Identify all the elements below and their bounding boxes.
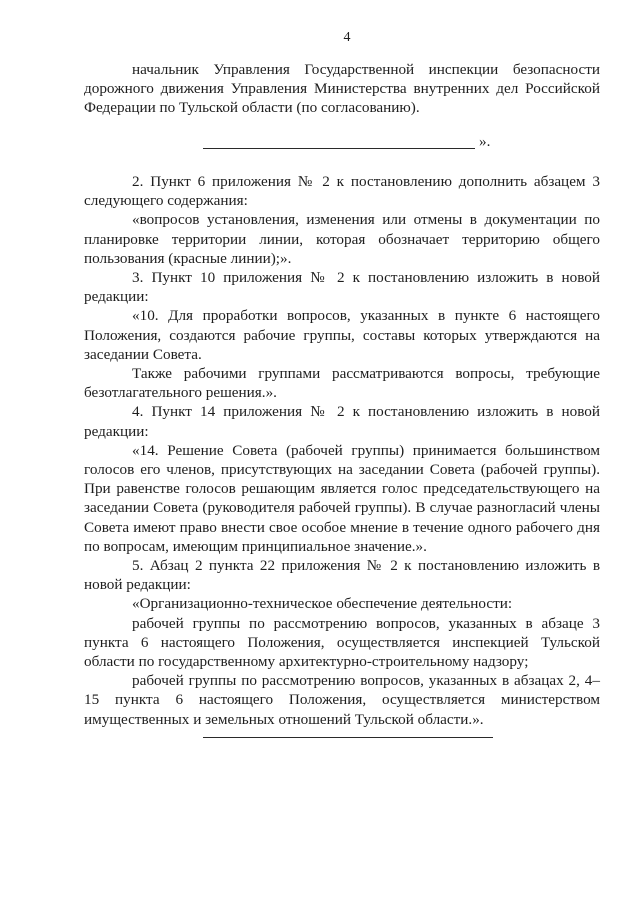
- paragraph-working-groups: Также рабочими группами рассматриваются вопросы, требующие безотлагательного решения.».: [84, 365, 600, 402]
- amendment-paragraph-block: [84, 172, 600, 729]
- page-number: 4: [343, 30, 351, 45]
- paragraph-item-5: 5. Абзац 2 пункта 22 приложения № 2 к постановлению изложить в новой редакции:: [84, 557, 600, 594]
- paragraph-item-2: 2. Пункт 6 приложения № 2 к постановлению дополнить абзацем 3 следующего содержания:: [84, 173, 600, 210]
- quote-underline: [203, 148, 475, 149]
- paragraph-quote-14: «14. Решение Совета (рабочей группы) принимается большинством голосов его членов, присутствующих на заседании Совета (рабочей группы). При равенстве голосов решающим является голос председательствующего на заседании Совета (руководителя рабочей группы). В случае разногласий члены Совета имеют право внести свое особое мнение в течение одного рабочего дня по вопросам, имеющим принципиальное значение.».: [84, 441, 600, 555]
- paragraph-quote-red-lines: «вопросов установления, изменения или отмены в документации по планировке территории линии, которая обозначает территорию общего пользования (красные линии);».: [84, 211, 600, 267]
- quote-close-mark: ».: [479, 133, 491, 150]
- intro-paragraph-block: [84, 60, 600, 118]
- closing-rule: [203, 737, 493, 738]
- paragraph-group-abzac-2-4-15: рабочей группы по рассмотрению вопросов, указанных в абзацах 2, 4–15 пункта 6 настоящего Положения, осуществляется министерством имущественных и земельных отношений Тульской области.».: [84, 672, 600, 728]
- paragraph-item-3: 3. Пункт 10 приложения № 2 к постановлению изложить в новой редакции:: [84, 269, 600, 306]
- intro-paragraph: начальник Управления Государственной инспекции безопасности дорожного движения Управления Министерства внутренних дел Российской Федерации по Тульской области (по согласованию).: [84, 61, 600, 117]
- paragraph-group-abzac-3: рабочей группы по рассмотрению вопросов, указанных в абзаце 3 пункта 6 настоящего Положения, осуществляется инспекцией Тульской области по государственному архитектурно-строительному надзору;: [84, 614, 600, 671]
- quote-end-line: [203, 133, 503, 153]
- paragraph-item-4: 4. Пункт 14 приложения № 2 к постановлению изложить в новой редакции:: [84, 403, 600, 440]
- paragraph-quote-10: «10. Для проработки вопросов, указанных в пункте 6 настоящего Положения, создаются рабочие группы, составы которых утверждаются на заседании Совета.: [84, 307, 600, 363]
- paragraph-quote-org-support: «Организационно-техническое обеспечение деятельности:: [132, 595, 513, 613]
